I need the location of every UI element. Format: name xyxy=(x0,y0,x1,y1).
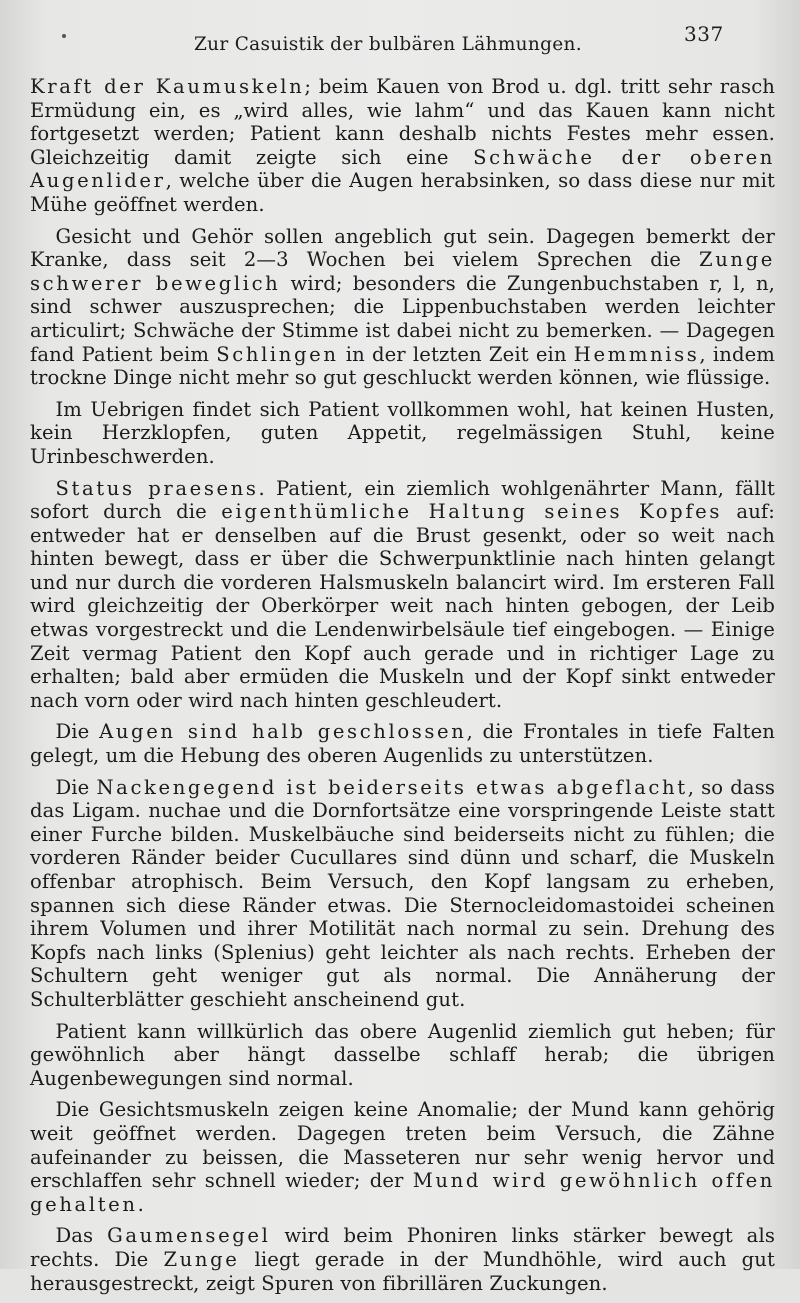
running-title: Zur Casuistik der bulbären Lähmungen. xyxy=(194,34,582,55)
text-run: , welche über die Augen herabsinken, so dass diese nur mit Mühe geöffnet werden. xyxy=(30,169,775,216)
text-run: wird; besonders die Zungenbuchstaben r, l, n, sind schwer auszusprechen; die Lippenbuchstaben werden leichter articulirt; Schwäche der Stimme ist dabei nicht zu bemerken. — Dagegen fand Patient beim xyxy=(30,271,775,366)
paragraph xyxy=(30,398,775,469)
text-run: in der letzten Zeit ein xyxy=(338,342,574,366)
spaced-emphasis-text: Kraft der Kaumuskeln xyxy=(30,75,305,98)
spaced-emphasis-text: Schwäche der oberen Augenlider xyxy=(30,145,775,193)
paragraph xyxy=(30,1020,775,1091)
text-run: . xyxy=(137,1192,144,1216)
paragraph xyxy=(30,225,775,390)
text-run: Im Uebrigen findet sich Patient vollkommen wohl, hat keinen Husten, kein Herzklopfen, guten Appetit, regelmässigen Stuhl, keine Urinbeschwerden. xyxy=(30,397,775,468)
text-run: wird beim Phoniren links stärker bewegt als rechts. Die xyxy=(30,1224,775,1271)
text-run: Die Gesichtsmuskeln zeigen keine Anomalie; der Mund kann gehörig weit geöffnet werden. Dagegen treten beim Versuch, die Zähne aufeinander zu beissen, die Masseteren nur sehr wenig hervor und erschlaffen sehr schnell wieder; der xyxy=(30,1098,775,1193)
paragraph xyxy=(30,720,775,767)
text-run: , so dass das Ligam. nuchae und die Dornfortsätze eine vorspringende Leiste statt einer Furche bilden. Muskelbäuche sind beiderseits nicht zu fühlen; die vorderen Ränder beider Cucullares sind dünn und scharf, die Muskeln offenbar atrophisch. Beim Versuch, den Kopf langsam zu erheben, spannen sich diese Ränder etwas. Die Sternocleidomastoidei scheinen ihrem Volumen und ihrer Motilität nach normal zu sein. Drehung des Kopfs nach links (Splenius) geht leichter als nach rechts. Erheben der Schultern geht weniger gut als normal. Die Annäherung der Schulterblätter geschieht anscheinend gut. xyxy=(30,775,776,1011)
body-text xyxy=(30,75,775,1303)
paragraph xyxy=(30,776,775,1012)
spaced-emphasis-text: Gaumensegel xyxy=(107,1224,271,1248)
spaced-emphasis-text: Zunge xyxy=(163,1247,240,1271)
page-header xyxy=(0,22,800,62)
spaced-emphasis-text: Mund wird gewöhnlich offen gehalten xyxy=(30,1169,775,1216)
text-run: auf: entweder hat er denselben auf die Brust gesenkt, oder so weit nach hinten bewegt, dass er über die Schwerpunktlinie nach hinten gelangt und nur durch die vorderen Halsmuskeln balancirt wird. Im ersteren Fall wird gleichzeitig der Oberkörper weit nach hinten gebogen, der Leib etwas vorgestreckt und die Lendenwirbelsäule tief eingebogen. — Einige Zeit vermag Patient den Kopf auch gerade und in richtiger Lage zu erhalten; bald aber ermüden die Muskeln und der Kopf sinkt entweder nach vorn oder wird nach hinten geschleudert. xyxy=(30,500,775,712)
spaced-emphasis-text: Zunge schwerer beweglich xyxy=(30,248,775,295)
text-run: , indem trockne Dinge nicht mehr so gut geschluckt werden können, wie flüssige. xyxy=(30,342,775,390)
text-run: Die xyxy=(55,775,97,799)
text-run: Gesicht und Gehör sollen angeblich gut sein. Dagegen bemerkt der Kranke, dass seit 2—3 Wochen bei vielem Sprechen die xyxy=(30,224,775,272)
paragraph xyxy=(30,477,775,713)
spaced-emphasis-text: Status praesens xyxy=(55,476,259,500)
text-run: ; beim Kauen von Brod u. dgl. tritt sehr rasch Ermüdung ein, es „wird alles, wie lahm“ und das Kauen kann nicht fortgesetzt werden; Patient kann deshalb nichts Festes mehr essen. Gleichzeitig damit zeigte sich eine xyxy=(30,75,775,169)
spaced-emphasis-text: Nackengegend ist beiderseits etwas abgeflacht xyxy=(96,775,688,799)
paragraph xyxy=(30,1098,775,1216)
spaced-emphasis-text: Schlingen xyxy=(216,342,339,366)
spaced-emphasis-text: eigenthümliche Haltung seines Kopfes xyxy=(221,500,723,524)
text-run: Das xyxy=(55,1224,108,1248)
page-number: 337 xyxy=(684,22,724,46)
spaced-emphasis-text: Hemmniss xyxy=(573,342,700,366)
text-run: . Patient, ein ziemlich wohlgenährter Mann, fällt sofort durch die xyxy=(30,476,775,524)
spaced-emphasis-text: Augen sind halb geschlossen xyxy=(99,720,467,744)
text-run: liegt gerade in der Mundhöhle, wird auch gut herausgestreckt, zeigt Spuren von fibrillären Zuckungen. xyxy=(30,1247,775,1295)
paragraph xyxy=(30,1224,775,1295)
text-run: Die xyxy=(55,720,100,744)
text-run: , die Frontales in tiefe Falten gelegt, um die Hebung des oberen Augenlids zu unterstützen. xyxy=(30,720,776,768)
paragraph xyxy=(30,75,775,217)
text-run: Patient kann willkürlich das obere Augenlid ziemlich gut heben; für gewöhnlich aber hängt dasselbe schlaff herab; die übrigen Augenbewegungen sind normal. xyxy=(30,1019,775,1090)
